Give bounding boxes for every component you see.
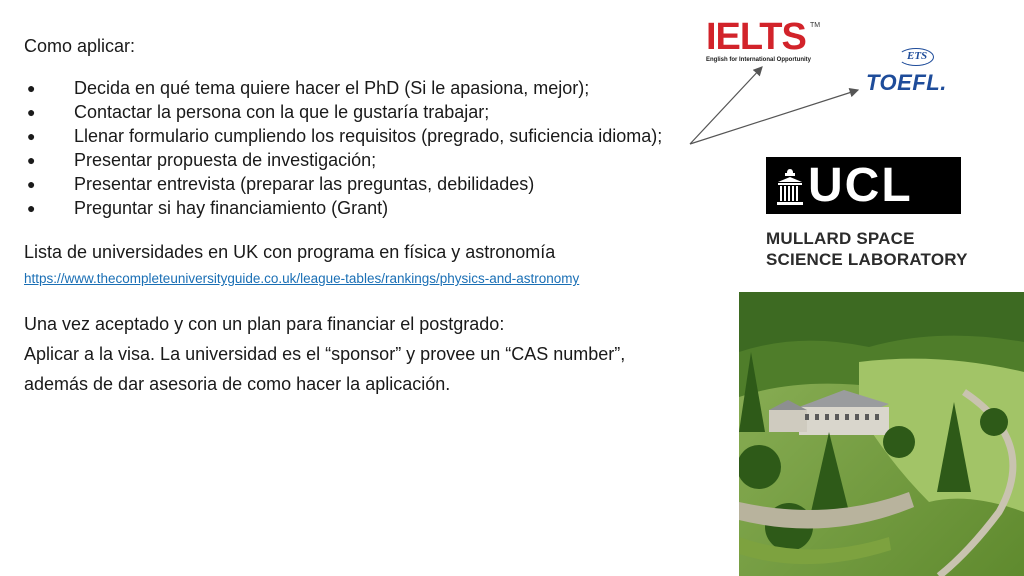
bullet-marker: ● [27, 80, 36, 96]
paragraph-advice: además de dar asesoria de como hacer la aplicación. [24, 374, 451, 394]
rankings-link[interactable]: https://www.thecompleteuniversityguide.co.uk/league-tables/rankings/physics-and-astronomy [24, 271, 580, 286]
mssl-line-2: SCIENCE LABORATORY [766, 250, 968, 269]
ielts-wordmark: IELTS [706, 16, 806, 58]
bullet-marker: ● [27, 128, 36, 144]
list-item [24, 196, 744, 220]
ucl-wordmark: UCL [808, 159, 913, 212]
ielts-subtitle: English for International Opportunity [706, 57, 811, 63]
list-item [24, 148, 744, 172]
list-item-text: Presentar propuesta de investigación; [74, 150, 377, 170]
ielts-logo [706, 16, 821, 66]
paragraph-visa: Aplicar a la visa. La universidad es el “sponsor” y provee un “CAS number”, [24, 344, 626, 364]
list-item-text: Llenar formulario cumpliendo los requisitos (pregrado, suficiencia idioma); [74, 126, 663, 146]
list-item [24, 172, 744, 196]
ets-logo [898, 46, 932, 68]
toefl-logo [862, 46, 962, 98]
trademark-mark: TM [810, 22, 821, 29]
list-item-text: Decida en qué tema quiere hacer el PhD (Si le apasiona, mejor); [74, 78, 590, 98]
steps-list [24, 76, 744, 220]
campus-aerial-photo [739, 292, 1024, 576]
list-item-text: Contactar la persona con la que le gustaría trabajar; [74, 102, 490, 122]
list-item [24, 100, 744, 124]
mssl-line-1: MULLARD SPACE [766, 229, 915, 248]
paragraph-funding: Una vez aceptado y con un plan para financiar el postgrado: [24, 314, 505, 334]
heading: Como aplicar: [24, 36, 136, 56]
landscape-image [739, 292, 1024, 576]
ets-wordmark: ETS [907, 50, 928, 62]
bullet-marker: ● [27, 152, 36, 168]
ucl-logo [766, 157, 961, 214]
list-item [24, 76, 744, 100]
list-item-text: Preguntar si hay financiamiento (Grant) [74, 198, 389, 218]
toefl-wordmark: TOEFL. [866, 70, 947, 95]
universities-list-title: Lista de universidades en UK con programa en física y astronomía [24, 242, 556, 262]
bullet-marker: ● [27, 176, 36, 192]
main-text [24, 34, 744, 396]
portico-icon [774, 167, 806, 207]
list-item [24, 124, 744, 148]
bullet-marker: ● [27, 104, 36, 120]
list-item-text: Presentar entrevista (preparar las preguntas, debilidades) [74, 174, 535, 194]
mssl-title [766, 228, 1016, 270]
bullet-marker: ● [27, 200, 36, 216]
